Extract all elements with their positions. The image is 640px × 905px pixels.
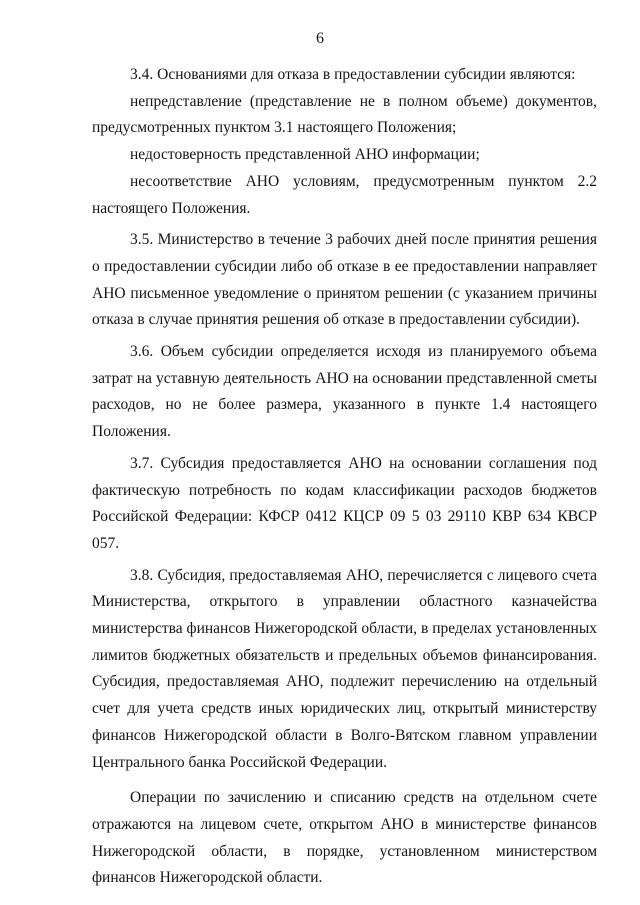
- paragraph-3-4-item-3: несоответствие АНО условиям, предусмотренным пунктом 2.2 настоящего Положения.: [92, 172, 597, 217]
- paragraph-3-5: 3.5. Министерство в течение 3 рабочих дней после принятия решения о предоставлении субсидии либо об отказе в ее предоставлении направляет АНО письменное уведомление о принятом решении (с указанием причины отказа в случае принятия решения об отказе в предоставлении субсидии).: [92, 231, 597, 329]
- paragraph-3-7: 3.7. Субсидия предоставляется АНО на основании соглашения под фактическую потребность по кодам классификации расходов бюджетов Российской Федерации: КФСР 0412 КЦСР 09 5 03 29110 КВР 634 КВСР 057.: [92, 454, 597, 552]
- paragraph-3-4-item-2: недостоверность представленной АНО информации;: [130, 146, 480, 164]
- paragraph-3-8: 3.8. Субсидия, предоставляемая АНО, перечисляется с лицевого счета Министерства, открытого в управлении областного казначейства министерства финансов Нижегородской области, в пределах установленных лимитов бюджетных обязательств и предельных объемов финансирования. Субсидия, предоставляемая АНО, подлежит перечислению на отдельный счет для учета средств иных юридических лиц, открытый министерству финансов Нижегородской области в Волго-Вятском главном управлении Центрального банка Российской Федерации.: [92, 566, 597, 771]
- paragraph-3-4-item-1: непредставление (представление не в полном объеме) документов, предусмотренных пунктом 3.1 настоящего Положения;: [92, 92, 597, 137]
- page-number: 6: [316, 30, 324, 47]
- paragraph-operations: Операции по зачислению и списанию средств на отдельном счете отражаются на лицевом счете, открытом АНО в министерстве финансов Нижегородской области, в порядке, установленном министерством финансов Нижегородской области.: [92, 789, 597, 887]
- paragraph-3-4: 3.4. Основаниями для отказа в предоставлении субсидии являются:: [130, 66, 576, 83]
- paragraph-3-6: 3.6. Объем субсидии определяется исходя из планируемого объема затрат на уставную деятельность АНО на основании представленной сметы расходов, но не более размера, указанного в пункте 1.4 настоящего Положения.: [92, 343, 597, 441]
- document-body: [92, 62, 597, 892]
